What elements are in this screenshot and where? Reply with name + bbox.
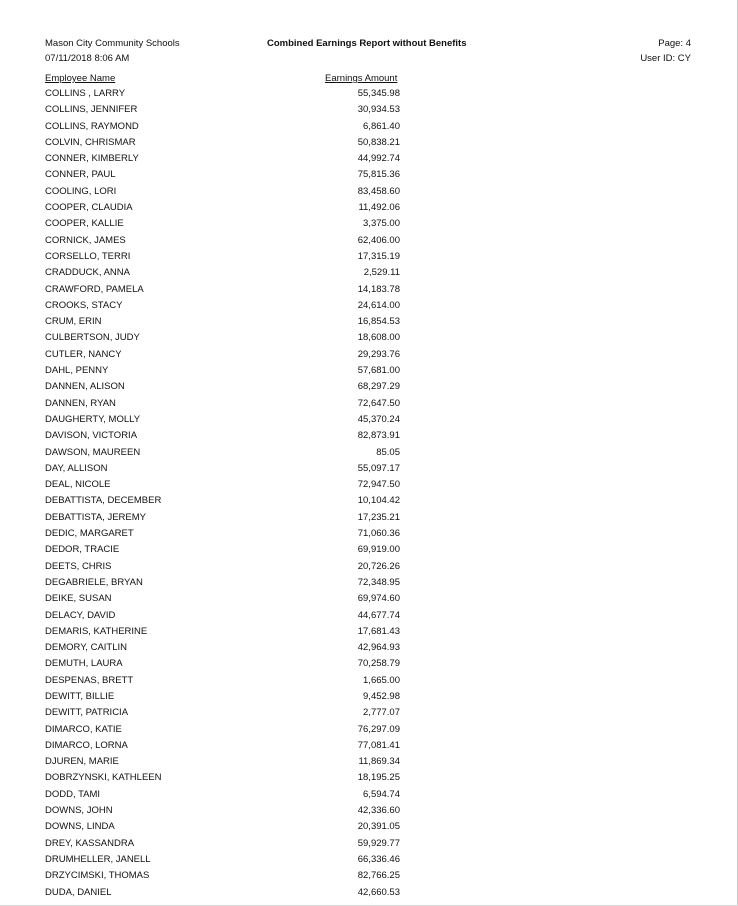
earnings-amount: 11,492.06 (358, 202, 400, 214)
earnings-amount: 1,665.00 (363, 674, 400, 686)
table-row (45, 754, 400, 770)
table-row (45, 135, 400, 151)
employee-name: DEMUTH, LAURA (45, 658, 123, 670)
employee-name: DIMARCO, KATIE (45, 723, 122, 735)
employee-name: DEMORY, CAITLIN (45, 642, 128, 654)
employee-name: DANNEN, RYAN (45, 397, 116, 409)
table-row (45, 575, 400, 591)
employee-name: DEDIC, MARGARET (45, 528, 134, 540)
employee-name: DESPENAS, BRETT (45, 674, 134, 686)
earnings-amount: 72,647.50 (357, 397, 400, 409)
table-row (45, 249, 400, 265)
table-row (45, 314, 400, 330)
earnings-amount: 82,766.25 (357, 870, 400, 882)
table-row (45, 885, 400, 901)
employee-name: COOPER, CLAUDIA (45, 202, 133, 214)
column-header-employee-name: Employee Name (45, 73, 116, 84)
employee-name: DOWNS, LINDA (45, 821, 115, 833)
employee-name: CUTLER, NANCY (45, 348, 122, 360)
earnings-amount: 17,681.43 (357, 625, 400, 637)
employee-name: DEWITT, BILLIE (45, 690, 115, 702)
table-row (45, 184, 400, 200)
table-row (45, 836, 400, 852)
earnings-amount: 20,391.05 (357, 821, 400, 833)
table-row (45, 363, 400, 379)
earnings-amount: 18,608.00 (357, 332, 400, 344)
table-row (45, 477, 400, 493)
employee-name: COLLINS, RAYMOND (45, 120, 139, 132)
earnings-amount: 72,947.50 (357, 479, 400, 491)
earnings-amount: 69,974.60 (357, 593, 400, 605)
table-row (45, 298, 400, 314)
earnings-amount: 71,060.36 (357, 528, 400, 540)
employee-name: CULBERTSON, JUDY (45, 332, 140, 344)
earnings-amount: 18,195.25 (357, 772, 400, 784)
earnings-amount: 10,104.42 (357, 495, 400, 507)
earnings-amount: 3,375.00 (363, 218, 400, 230)
table-row (45, 738, 400, 754)
table-row (45, 265, 400, 281)
employee-name: DOWNS, JOHN (45, 805, 113, 817)
employee-name: DOBRZYNSKI, KATHLEEN (45, 772, 162, 784)
employee-name: CROOKS, STACY (45, 299, 123, 311)
earnings-amount: 85.05 (376, 446, 400, 458)
earnings-amount: 6,861.40 (363, 120, 400, 132)
earnings-amount: 14,183.78 (357, 283, 400, 295)
earnings-amount: 16,854.53 (357, 316, 400, 328)
table-row (45, 852, 400, 868)
earnings-amount: 44,992.74 (357, 153, 400, 165)
earnings-amount: 42,964.93 (357, 642, 400, 654)
employee-name: COLVIN, CHRISMAR (45, 136, 136, 148)
employee-name: DJUREN, MARIE (45, 756, 119, 768)
earnings-amount: 83,458.60 (357, 185, 400, 197)
table-row (45, 396, 400, 412)
earnings-amount: 69,919.00 (357, 544, 400, 556)
employee-name: CRADDUCK, ANNA (45, 267, 130, 279)
earnings-amount: 29,293.76 (357, 348, 400, 360)
employee-name: DODD, TAMI (45, 788, 101, 800)
table-row (45, 559, 400, 575)
table-row (45, 428, 400, 444)
employee-name: DIMARCO, LORNA (45, 739, 128, 751)
table-row (45, 493, 400, 509)
table-row (45, 200, 400, 216)
table-row (45, 330, 400, 346)
employee-name: DEIKE, SUSAN (45, 593, 112, 605)
earnings-amount: 2,777.07 (363, 707, 400, 719)
employee-name: CORNICK, JAMES (45, 234, 126, 246)
table-row (45, 86, 400, 102)
table-row (45, 705, 400, 721)
employee-name: DAUGHERTY, MOLLY (45, 413, 141, 425)
table-row (45, 542, 400, 558)
employee-name: COLLINS , LARRY (45, 88, 126, 99)
table-row (45, 282, 400, 298)
employee-name: DEBATTISTA, DECEMBER (45, 495, 162, 507)
table-row (45, 216, 400, 232)
table-row (45, 445, 400, 461)
table-row (45, 787, 400, 803)
table-row (45, 461, 400, 477)
earnings-amount: 42,660.53 (357, 886, 400, 898)
earnings-amount: 44,677.74 (357, 609, 400, 621)
earnings-amount: 50,838.21 (357, 136, 400, 148)
report-title: Combined Earnings Report without Benefits (267, 38, 467, 49)
employee-name: DRZYCIMSKI, THOMAS (45, 870, 150, 882)
table-row (45, 624, 400, 640)
employee-name: DELACY, DAVID (45, 609, 116, 621)
earnings-amount: 70,258.79 (357, 658, 400, 670)
earnings-amount: 24,614.00 (357, 299, 400, 311)
employee-name: COLLINS, JENNIFER (45, 104, 138, 116)
page-number: Page: 4 (658, 38, 691, 49)
table-row (45, 656, 400, 672)
employee-name: DAWSON, MAUREEN (45, 446, 141, 458)
user-id: User ID: CY (640, 53, 691, 64)
earnings-amount: 59,929.77 (357, 837, 400, 849)
table-row (45, 167, 400, 183)
employee-name: DEGABRIELE, BRYAN (45, 576, 143, 588)
employee-name: DAY, ALLISON (45, 462, 108, 474)
earnings-amount: 30,934.53 (357, 104, 400, 116)
table-row (45, 608, 400, 624)
table-row (45, 819, 400, 835)
table-row (45, 640, 400, 656)
report-datetime: 07/11/2018 8:06 AM (45, 53, 130, 64)
employee-name: DUDA, DANIEL (45, 886, 112, 898)
employee-name: CONNER, KIMBERLY (45, 153, 139, 165)
earnings-amount: 42,336.60 (357, 805, 400, 817)
employee-name: DEAL, NICOLE (45, 479, 111, 491)
table-row (45, 233, 400, 249)
earnings-amount: 76,297.09 (357, 723, 400, 735)
employee-name: DEWITT, PATRICIA (45, 707, 129, 719)
earnings-table (45, 86, 400, 901)
earnings-amount: 66,336.46 (357, 853, 400, 865)
earnings-amount: 57,681.00 (357, 365, 400, 377)
table-row (45, 510, 400, 526)
table-row (45, 803, 400, 819)
earnings-amount: 11,869.34 (358, 756, 400, 768)
earnings-amount: 72,348.95 (357, 576, 400, 588)
table-row (45, 379, 400, 395)
earnings-amount: 20,726.26 (357, 560, 400, 572)
earnings-amount: 9,452.98 (363, 690, 400, 702)
employee-name: CRUM, ERIN (45, 316, 102, 328)
earnings-amount: 6,594.74 (363, 788, 400, 800)
earnings-amount: 17,315.19 (357, 250, 400, 262)
employee-name: DEBATTISTA, JEREMY (45, 511, 146, 523)
table-row (45, 770, 400, 786)
employee-name: DAVISON, VICTORIA (45, 430, 138, 442)
table-row (45, 673, 400, 689)
employee-name: CONNER, PAUL (45, 169, 116, 181)
employee-name: DEMARIS, KATHERINE (45, 625, 148, 637)
earnings-amount: 82,873.91 (357, 430, 400, 442)
table-row (45, 868, 400, 884)
employee-name: DRUMHELLER, JANELL (45, 853, 151, 865)
table-row (45, 412, 400, 428)
earnings-amount: 68,297.29 (357, 381, 400, 393)
earnings-amount: 45,370.24 (357, 413, 400, 425)
employee-name: DEDOR, TRACIE (45, 544, 120, 556)
employee-name: COOPER, KALLIE (45, 218, 124, 230)
table-row (45, 591, 400, 607)
table-row (45, 151, 400, 167)
employee-name: DREY, KASSANDRA (45, 837, 135, 849)
earnings-amount: 55,097.17 (357, 462, 400, 474)
employee-name: CORSELLO, TERRI (45, 250, 131, 262)
employee-name: DANNEN, ALISON (45, 381, 125, 393)
employee-name: DEETS, CHRIS (45, 560, 112, 572)
table-row (45, 722, 400, 738)
earnings-amount: 77,081.41 (357, 739, 400, 751)
table-row (45, 119, 400, 135)
organization-name: Mason City Community Schools (45, 38, 180, 49)
employee-name: DAHL, PENNY (45, 365, 109, 377)
column-header-earnings-amount: Earnings Amount (325, 73, 398, 84)
earnings-amount: 62,406.00 (357, 234, 400, 246)
table-row (45, 347, 400, 363)
earnings-amount: 55,345.98 (357, 88, 400, 99)
earnings-amount: 17,235.21 (357, 511, 400, 523)
employee-name: COOLING, LORI (45, 185, 117, 197)
employee-name: CRAWFORD, PAMELA (45, 283, 144, 295)
table-row (45, 526, 400, 542)
table-row (45, 689, 400, 705)
table-row (45, 102, 400, 118)
earnings-amount: 75,815.36 (357, 169, 400, 181)
earnings-amount: 2,529.11 (363, 267, 400, 279)
